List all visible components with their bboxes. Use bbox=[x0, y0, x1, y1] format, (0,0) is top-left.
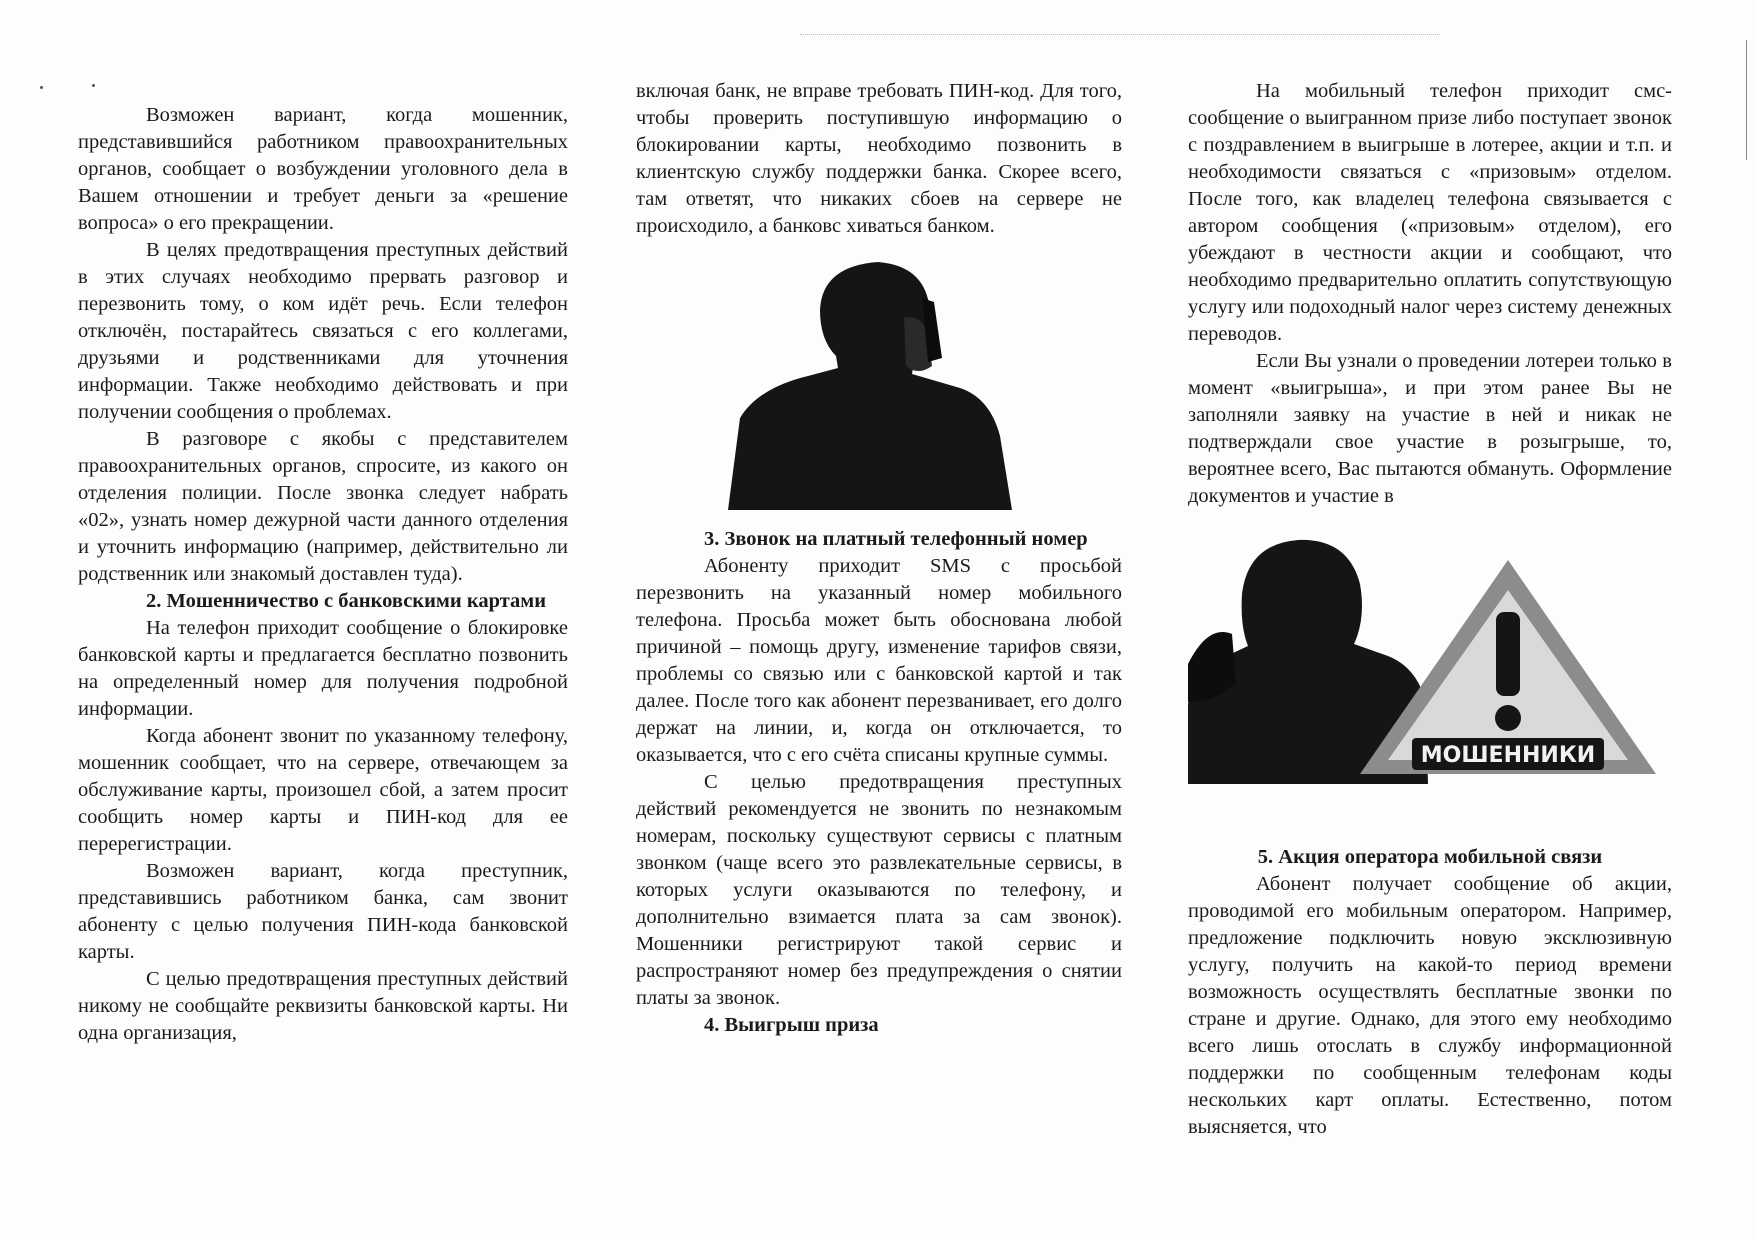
paragraph: Абонент получает сообщение об акции, проводимой его мобильным оператором. Например, предложение подключить новую эксклюзивную услугу, получить на какой-то период времени возможность осуществлять бесплатные звонки по стране и другие. Однако, для этого ему необходимо всего лишь отослать в службу информационной поддержки по сообщенным телефонам коды нескольких карт оплаты. Естественно, потом выясняется, что bbox=[1188, 873, 1672, 1138]
paragraph: В целях предотвращения преступных действий в этих случаях необходимо прервать разговор и перезвонить тому, о ком идёт речь. Если телефон отключён, постарайтесь связаться с его коллегами, друзьями и родственниками для уточнения информации. Также необходимо действовать и при получении сообщения о проблемах. bbox=[78, 239, 568, 423]
paragraph: включая банк, не вправе требовать ПИН-код. Для того, чтобы проверить поступившую информацию о блокировании карты, необходимо позвонить в клиентскую службу поддержки банка. Скорее всего, там ответят, что никаких сбоев на сервере не происходило, а банковс хиваться банком. bbox=[636, 80, 1122, 237]
paragraph: На мобильный телефон приходит смс-сообщение о выигранном призе либо поступает звонок с поздравлением в выигрыше в лотерее, акции и т.п. и необходимости связаться с «призовым» отделом. После того, как владелец телефона связывается с автором сообщения («призовым» отделом), его убеждают в честности акции и сообщают, что необходимо предварительно оплатить сопутствующую услугу или подоходный налог через систему денежных переводов. bbox=[1188, 80, 1672, 345]
phone-silhouette-illustration bbox=[728, 258, 1028, 510]
section-heading: 4. Выигрыш приза bbox=[704, 1014, 879, 1036]
column-2 bbox=[636, 78, 1122, 1039]
warning-graphic bbox=[1188, 534, 1678, 786]
silhouette-graphic bbox=[728, 258, 1028, 510]
scan-speck bbox=[40, 86, 43, 89]
paragraph: В разговоре с якобы с представителем правоохранительных органов, спросите, из какого он отделения полиции. После звонка следует набрать «02», узнать номер дежурной части данного отделения и уточнить информацию (например, действительно ли родственник или знакомый доставлен туда). bbox=[78, 428, 568, 585]
paragraph: С целью предотвращения преступных действий никому не сообщайте реквизиты банковской карты. Ни одна организация, bbox=[78, 968, 568, 1044]
sign-label: МОШЕННИКИ bbox=[1420, 743, 1596, 768]
section-heading: 5. Акция оператора мобильной связи bbox=[1257, 846, 1603, 868]
paragraph: Абоненту приходит SMS с просьбой перезвонить на указанный номер мобильного телефона. Просьба может быть обоснована любой причиной – помощь другу, изменение тарифов связи, проблемы со связью или с банковской картой и так далее. После того как абонент перезванивает, его долго держат на линии, и, когда он отключается, то оказывается, что с его счёта списаны крупные суммы. bbox=[636, 555, 1122, 766]
column-1 bbox=[78, 102, 568, 1047]
scan-artifact-line bbox=[800, 34, 1440, 35]
scan-edge bbox=[1746, 40, 1747, 160]
section-heading: 3. Звонок на платный телефонный номер bbox=[704, 528, 1088, 550]
paragraph: С целью предотвращения преступных действий рекомендуется не звонить по незнакомым номерам, поскольку существуют сервисы с платным звонком (чаще всего это развлекательные сервисы, в которых услуги оказываются по телефону, и дополнительно взимается плата за сам звонок). Мошенники регистрируют такой сервис и распространяют номер без предупреждения о снятии платы за звонок. bbox=[636, 771, 1122, 1009]
section-heading: 2. Мошенничество с банковскими картами bbox=[146, 590, 547, 612]
paragraph: Возможен вариант, когда мошенник, представившийся работником правоохранительных органов, сообщает о возбуждении уголовного дела в Вашем отношении и требует деньги за «решение вопроса» о его прекращении. bbox=[78, 104, 568, 234]
paragraph: На телефон приходит сообщение о блокировке банковской карты и предлагается бесплатно позвонить на определенный номер для получения подробной информации. bbox=[78, 617, 568, 720]
paragraph: Когда абонент звонит по указанному телефону, мошенник сообщает, что на сервере, отвечающем за обслуживание карты, произошел сбой, а затем просит сообщить номер карты и ПИН-код для ее перерегистрации. bbox=[78, 725, 568, 855]
warning-sign-illustration bbox=[1188, 534, 1678, 786]
scan-speck bbox=[92, 84, 95, 87]
paragraph: Если Вы узнали о проведении лотереи только в момент «выигрыша», и при этом ранее Вы не заполняли заявку на участие в ней и никак не подтверждали свое участие в розыгрыше, то, вероятнее всего, Вас пытаются обмануть. Оформление документов и участие в bbox=[1188, 350, 1672, 507]
paragraph: Возможен вариант, когда преступник, представившись работником банка, сам звонит абоненту с целью получения ПИН-кода банковской карты. bbox=[78, 860, 568, 963]
